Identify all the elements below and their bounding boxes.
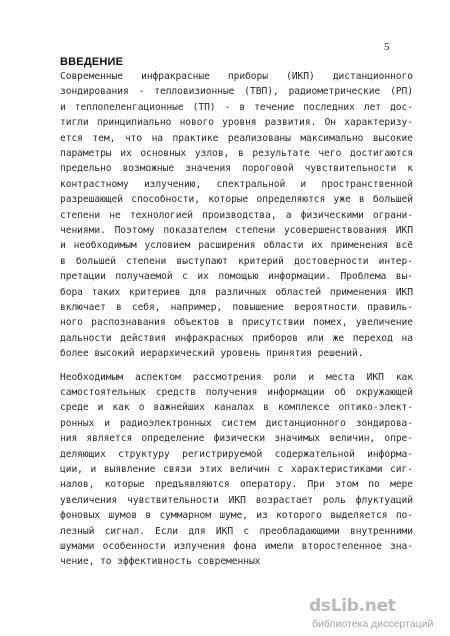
text-line: степени не технологией производства, а физическими ограни- (60, 209, 413, 221)
text-line: дальности действия инфракрасных приборов или же переход на (60, 332, 413, 344)
section-heading: ВВЕДЕНИЕ (60, 56, 124, 68)
text-line: ния является определение физически значимых величин, опре- (60, 433, 413, 445)
text-line: фоновых шумов в суммарном шуме, из которого выделяется по- (60, 510, 413, 522)
text-line: параметры их основных узлов, в результате чего достигаются (60, 148, 413, 159)
text-line: зондирования - тепловизионные (ТВП), радиометрические (РП) (60, 86, 413, 98)
text-line: контрастному излучению, спектральной и пространственной (60, 178, 413, 190)
text-line: ронных и радиоэлектронных систем дистанционного зондирова- (60, 417, 413, 429)
text-line: тигли принципиально нового уровня развития. Он характеризу- (60, 117, 413, 129)
watermark-logo: dsLib.net (309, 596, 396, 616)
text-line: ется тем, что на практике реализованы максимально высокие (60, 132, 413, 144)
text-line: разрешающей способности, которые определяются уже в большей (60, 194, 413, 206)
text-line: деляющих структуру регистрируемой содержательной информа- (60, 448, 413, 460)
text-line: и теплопеленгационные (ТП) - в течение последних лет дос- (60, 101, 413, 113)
text-line: самостоятельных средств получения информации об окружающей (60, 387, 413, 398)
text-line: налов, которые предъявляются оператору. При этом по мере (60, 479, 413, 491)
text-line: в большей степени выступают критерий достоверности интер- (60, 255, 413, 267)
watermark-subtitle: библиотека диссертаций (312, 618, 434, 630)
text-line: ного распознавания объектов в присутствии помех, увеличение (60, 317, 413, 329)
text-line: шумами особенности излучения фона имели второстепенное зна- (60, 541, 413, 552)
text-line: увеличения чувствительности ИКП возрастает роль флуктуаций (60, 494, 413, 506)
text-line: среде и как о важнейших каналах в комплексе оптико-элект- (60, 402, 413, 414)
text-line: Современные инфракрасные приборы (ИКП) дистанционного (60, 71, 413, 82)
text-line: более высокий иерархический уровень принятия решений. (60, 348, 364, 360)
text-line: ции, и выявление связи этих величин с характеристиками сиг- (60, 464, 413, 475)
text-line: бора таких критериев для различных областей применения ИКП (60, 286, 413, 298)
text-line: чениями. Поэтому показателем степени усовершенствования ИКП (60, 225, 413, 236)
text-line: Необходимым аспектом рассмотрения роли и места ИКП как (60, 371, 413, 383)
text-line: претации получаемой с их помощью информации. Проблема вы- (60, 271, 413, 283)
watermark (305, 596, 450, 636)
page-number: 5 (384, 41, 390, 53)
text-line: предельно возможные значения пороговой чувствительности к (60, 163, 413, 175)
text-line: чение, то эффективность современных (60, 556, 261, 568)
text-line: включает в себя, например, повышение вероятности правиль- (60, 302, 413, 313)
text-line: лезный сигнал. Если для ИКП с преобладающими внутренними (60, 525, 413, 537)
text-line: и необходимым условием расширения области их применения всё (60, 240, 413, 252)
